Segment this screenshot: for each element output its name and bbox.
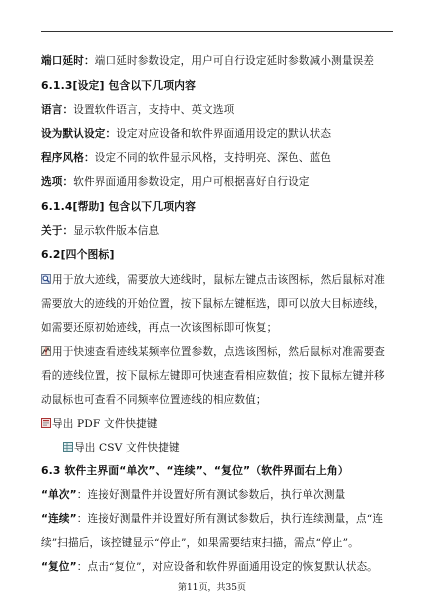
zoom-icon xyxy=(41,274,51,284)
line-options xyxy=(41,176,393,188)
csv-export-icon xyxy=(63,442,73,452)
line-zoom-3: 如需要还原初始迹线，再点一次该图标即可恢复； xyxy=(41,322,278,334)
cursor-readout-icon xyxy=(41,346,51,356)
desc-continuous: ：连接好测量件并设置好所有测试参数后，执行连续测量，点“连 xyxy=(76,513,384,525)
term-port-delay: 端口延时： xyxy=(41,55,95,67)
pdf-export-text: 导出 PDF 文件快捷键 xyxy=(52,418,158,430)
csv-export-text: 导出 CSV 文件快捷键 xyxy=(74,442,180,454)
heading-6-1-4: 6.1.4[帮助] 包含以下几项内容 xyxy=(41,200,197,213)
term-about: 关于： xyxy=(41,225,74,237)
heading-6-3: 6.3 软件主界面“单次”、“连续”、“复位”（软件界面右上角） xyxy=(41,464,349,477)
zoom-text-1: 用于放大迹线，需要放大迹线时，鼠标左键点击该图标，然后鼠标对准 xyxy=(52,274,386,286)
term-options: 选项： xyxy=(41,176,74,188)
desc-port-delay: 端口延时参数设定，用户可自行设定延时参数减小测量误差 xyxy=(94,55,375,67)
line-single xyxy=(41,489,393,501)
line-pdf-export xyxy=(41,418,393,430)
desc-style: 设定不同的软件显示风格，支持明亮、深色、蓝色 xyxy=(94,152,332,164)
term-continuous: “连续” xyxy=(41,513,77,525)
heading-6-2: 6.2[四个图标] xyxy=(41,248,115,261)
line-about xyxy=(41,225,393,237)
line-continuous-2: 续”扫描后，该控键显示“停止”，如果需要结束扫描，需点“停止”。 xyxy=(41,537,359,549)
line-set-default xyxy=(41,128,393,140)
pdf-export-icon xyxy=(41,418,51,428)
term-language: 语言： xyxy=(41,104,74,116)
line-zoom-2: 需要放大的迹线的开始位置，按下鼠标左键框选，即可以放大目标迹线， xyxy=(41,298,385,310)
line-readout-1 xyxy=(41,346,393,358)
line-port-delay xyxy=(41,55,393,67)
desc-options: 软件界面通用参数设定，用户可根据喜好自行设定 xyxy=(73,176,310,188)
desc-set-default: 设定对应设备和软件界面通用设定的默认状态 xyxy=(116,128,332,140)
line-reset xyxy=(41,561,393,573)
desc-single: ：连接好测量件并设置好所有测试参数后，执行单次测量 xyxy=(76,489,346,501)
readout-text-1: 用于快速查看迹线某频率位置参数，点选该图标，然后鼠标对准需要查 xyxy=(52,346,386,358)
line-continuous-1 xyxy=(41,513,393,525)
page-footer: 第11页，共35页 xyxy=(178,583,246,593)
desc-about: 显示软件版本信息 xyxy=(73,225,160,237)
heading-6-1-3: 6.1.3[设定] 包含以下几项内容 xyxy=(41,79,197,92)
line-zoom-1 xyxy=(41,274,393,286)
line-csv-export xyxy=(63,442,393,454)
term-set-default: 设为默认设定： xyxy=(41,128,117,140)
term-reset: “复位” xyxy=(41,561,77,573)
term-single: “单次” xyxy=(41,489,77,501)
desc-reset: ：点击“复位”，对应设备和软件界面通用设定的恢复默认状态。 xyxy=(76,561,378,573)
line-readout-3: 动鼠标也可查看不同频率位置迹线的相应数值； xyxy=(41,394,267,406)
header-rule xyxy=(41,31,393,32)
line-readout-2: 看的迹线位置，按下鼠标左键即可快速查看相应数值；按下鼠标左键并移 xyxy=(41,370,385,382)
term-style: 程序风格： xyxy=(41,152,95,164)
line-style xyxy=(41,152,393,164)
line-language xyxy=(41,104,393,116)
desc-language: 设置软件语言，支持中、英文选项 xyxy=(73,104,235,116)
